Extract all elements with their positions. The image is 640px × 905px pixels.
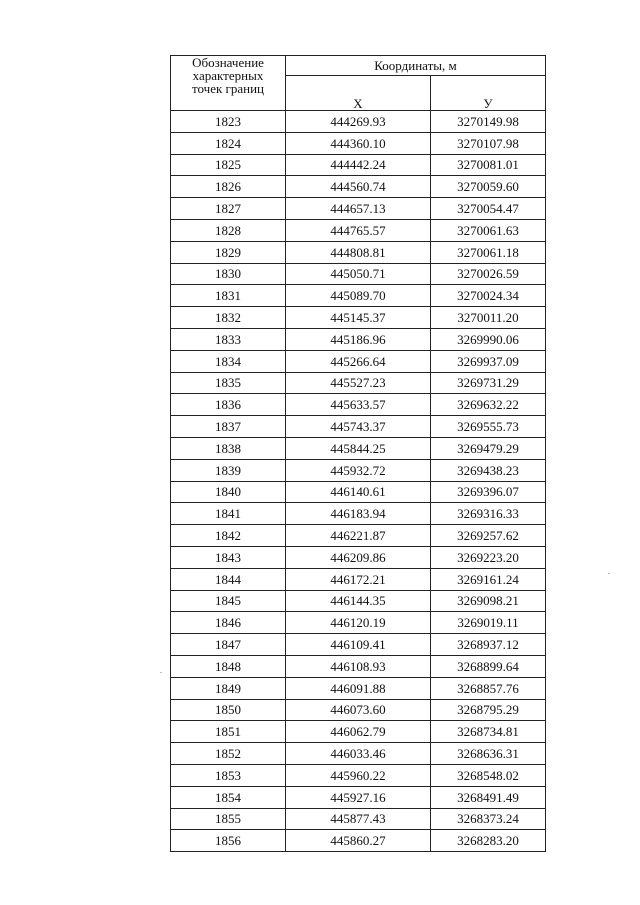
point-id-cell: 1855 bbox=[171, 808, 286, 830]
x-coordinate-cell: 446109.41 bbox=[286, 634, 431, 656]
coordinates-table bbox=[170, 55, 546, 852]
table-row bbox=[171, 263, 546, 285]
scan-speck bbox=[608, 573, 610, 574]
table-row bbox=[171, 503, 546, 525]
table-row bbox=[171, 721, 546, 743]
y-coordinate-cell: 3269223.20 bbox=[431, 546, 546, 568]
x-coordinate-cell: 445266.64 bbox=[286, 350, 431, 372]
x-coordinate-cell: 446033.46 bbox=[286, 743, 431, 765]
x-coordinate-cell: 445145.37 bbox=[286, 307, 431, 329]
x-coordinate-cell: 445743.37 bbox=[286, 416, 431, 438]
y-coordinate-cell: 3268857.76 bbox=[431, 677, 546, 699]
point-id-cell: 1843 bbox=[171, 546, 286, 568]
table-row bbox=[171, 677, 546, 699]
x-coordinate-cell: 445927.16 bbox=[286, 786, 431, 808]
table-row bbox=[171, 416, 546, 438]
y-coordinate-cell: 3269098.21 bbox=[431, 590, 546, 612]
point-id-cell: 1842 bbox=[171, 525, 286, 547]
point-id-cell: 1839 bbox=[171, 459, 286, 481]
point-id-cell: 1826 bbox=[171, 176, 286, 198]
point-id-cell: 1830 bbox=[171, 263, 286, 285]
point-id-cell: 1840 bbox=[171, 481, 286, 503]
y-coordinate-cell: 3270061.63 bbox=[431, 219, 546, 241]
x-coordinate-cell: 445932.72 bbox=[286, 459, 431, 481]
x-coordinate-cell: 446120.19 bbox=[286, 612, 431, 634]
point-id-cell: 1851 bbox=[171, 721, 286, 743]
table-row bbox=[171, 437, 546, 459]
y-coordinate-cell: 3269161.24 bbox=[431, 568, 546, 590]
point-id-cell: 1846 bbox=[171, 612, 286, 634]
y-coordinate-cell: 3269990.06 bbox=[431, 328, 546, 350]
point-id-cell: 1825 bbox=[171, 154, 286, 176]
table-row bbox=[171, 111, 546, 133]
point-id-cell: 1828 bbox=[171, 219, 286, 241]
y-coordinate-cell: 3270024.34 bbox=[431, 285, 546, 307]
x-coordinate-cell: 444442.24 bbox=[286, 154, 431, 176]
point-id-cell: 1848 bbox=[171, 655, 286, 677]
table-row bbox=[171, 481, 546, 503]
x-coordinate-cell: 446108.93 bbox=[286, 655, 431, 677]
x-coordinate-cell: 446062.79 bbox=[286, 721, 431, 743]
x-column-header: X bbox=[286, 76, 431, 111]
point-id-cell: 1836 bbox=[171, 394, 286, 416]
x-coordinate-cell: 446140.61 bbox=[286, 481, 431, 503]
point-id-cell: 1823 bbox=[171, 111, 286, 133]
y-coordinate-cell: 3270061.18 bbox=[431, 241, 546, 263]
point-id-cell: 1850 bbox=[171, 699, 286, 721]
point-label-header-line1: Обозначение bbox=[192, 55, 264, 70]
table-body bbox=[171, 111, 546, 852]
y-coordinate-cell: 3268899.64 bbox=[431, 655, 546, 677]
point-id-cell: 1847 bbox=[171, 634, 286, 656]
table-row bbox=[171, 372, 546, 394]
point-id-cell: 1844 bbox=[171, 568, 286, 590]
table-row bbox=[171, 612, 546, 634]
table-header bbox=[171, 56, 546, 111]
table-row bbox=[171, 568, 546, 590]
x-coordinate-cell: 445877.43 bbox=[286, 808, 431, 830]
table-row bbox=[171, 743, 546, 765]
table-row bbox=[171, 830, 546, 852]
table-row bbox=[171, 764, 546, 786]
point-id-cell: 1838 bbox=[171, 437, 286, 459]
point-id-cell: 1852 bbox=[171, 743, 286, 765]
x-coordinate-cell: 444560.74 bbox=[286, 176, 431, 198]
table-row bbox=[171, 328, 546, 350]
point-id-cell: 1856 bbox=[171, 830, 286, 852]
table-row bbox=[171, 808, 546, 830]
x-coordinate-cell: 445860.27 bbox=[286, 830, 431, 852]
table-row bbox=[171, 786, 546, 808]
y-coordinate-cell: 3269479.29 bbox=[431, 437, 546, 459]
y-coordinate-cell: 3269316.33 bbox=[431, 503, 546, 525]
table-row bbox=[171, 132, 546, 154]
y-coordinate-cell: 3268734.81 bbox=[431, 721, 546, 743]
x-coordinate-cell: 444269.93 bbox=[286, 111, 431, 133]
y-coordinate-cell: 3269396.07 bbox=[431, 481, 546, 503]
y-coordinate-cell: 3270054.47 bbox=[431, 198, 546, 220]
table-row bbox=[171, 350, 546, 372]
x-coordinate-cell: 445186.96 bbox=[286, 328, 431, 350]
x-coordinate-cell: 446183.94 bbox=[286, 503, 431, 525]
point-label-header-line2: характерных bbox=[192, 68, 264, 83]
point-id-cell: 1849 bbox=[171, 677, 286, 699]
y-coordinate-cell: 3269019.11 bbox=[431, 612, 546, 634]
scan-speck bbox=[160, 672, 162, 673]
table-row bbox=[171, 154, 546, 176]
point-label-header bbox=[171, 56, 286, 111]
table-row bbox=[171, 459, 546, 481]
point-label-header-line3: точек границ bbox=[191, 81, 265, 96]
y-coordinate-cell: 3270107.98 bbox=[431, 132, 546, 154]
x-coordinate-cell: 445844.25 bbox=[286, 437, 431, 459]
x-coordinate-cell: 444808.81 bbox=[286, 241, 431, 263]
point-id-cell: 1853 bbox=[171, 764, 286, 786]
point-id-cell: 1827 bbox=[171, 198, 286, 220]
table-row bbox=[171, 590, 546, 612]
y-coordinate-cell: 3268373.24 bbox=[431, 808, 546, 830]
y-coordinate-cell: 3270011.20 bbox=[431, 307, 546, 329]
table-row bbox=[171, 546, 546, 568]
table-row bbox=[171, 219, 546, 241]
y-coordinate-cell: 3270149.98 bbox=[431, 111, 546, 133]
y-coordinate-cell: 3270059.60 bbox=[431, 176, 546, 198]
y-coordinate-cell: 3269632.22 bbox=[431, 394, 546, 416]
y-coordinate-cell: 3269257.62 bbox=[431, 525, 546, 547]
point-id-cell: 1835 bbox=[171, 372, 286, 394]
point-id-cell: 1833 bbox=[171, 328, 286, 350]
table-row bbox=[171, 525, 546, 547]
point-id-cell: 1834 bbox=[171, 350, 286, 372]
coordinates-header: Координаты, м bbox=[286, 56, 546, 76]
point-id-cell: 1831 bbox=[171, 285, 286, 307]
x-coordinate-cell: 445050.71 bbox=[286, 263, 431, 285]
x-coordinate-cell: 446209.86 bbox=[286, 546, 431, 568]
table-row bbox=[171, 634, 546, 656]
point-id-cell: 1841 bbox=[171, 503, 286, 525]
x-coordinate-cell: 445527.23 bbox=[286, 372, 431, 394]
y-coordinate-cell: 3268636.31 bbox=[431, 743, 546, 765]
x-coordinate-cell: 446091.88 bbox=[286, 677, 431, 699]
y-coordinate-cell: 3268548.02 bbox=[431, 764, 546, 786]
point-id-cell: 1824 bbox=[171, 132, 286, 154]
x-coordinate-cell: 444657.13 bbox=[286, 198, 431, 220]
y-coordinate-cell: 3268491.49 bbox=[431, 786, 546, 808]
y-column-header: У bbox=[431, 76, 546, 111]
y-coordinate-cell: 3268283.20 bbox=[431, 830, 546, 852]
table-row bbox=[171, 241, 546, 263]
x-coordinate-cell: 445633.57 bbox=[286, 394, 431, 416]
y-coordinate-cell: 3270081.01 bbox=[431, 154, 546, 176]
point-id-cell: 1854 bbox=[171, 786, 286, 808]
y-coordinate-cell: 3269555.73 bbox=[431, 416, 546, 438]
table-row bbox=[171, 307, 546, 329]
x-coordinate-cell: 445960.22 bbox=[286, 764, 431, 786]
table-row bbox=[171, 655, 546, 677]
point-id-cell: 1845 bbox=[171, 590, 286, 612]
x-coordinate-cell: 444360.10 bbox=[286, 132, 431, 154]
table-row bbox=[171, 176, 546, 198]
table-row bbox=[171, 699, 546, 721]
table-row bbox=[171, 285, 546, 307]
y-coordinate-cell: 3268937.12 bbox=[431, 634, 546, 656]
y-coordinate-cell: 3270026.59 bbox=[431, 263, 546, 285]
x-coordinate-cell: 446221.87 bbox=[286, 525, 431, 547]
point-id-cell: 1837 bbox=[171, 416, 286, 438]
x-coordinate-cell: 446172.21 bbox=[286, 568, 431, 590]
y-coordinate-cell: 3269438.23 bbox=[431, 459, 546, 481]
table-row bbox=[171, 394, 546, 416]
x-coordinate-cell: 446144.35 bbox=[286, 590, 431, 612]
x-coordinate-cell: 445089.70 bbox=[286, 285, 431, 307]
point-id-cell: 1832 bbox=[171, 307, 286, 329]
point-id-cell: 1829 bbox=[171, 241, 286, 263]
y-coordinate-cell: 3269937.09 bbox=[431, 350, 546, 372]
x-coordinate-cell: 446073.60 bbox=[286, 699, 431, 721]
x-coordinate-cell: 444765.57 bbox=[286, 219, 431, 241]
table-row bbox=[171, 198, 546, 220]
y-coordinate-cell: 3269731.29 bbox=[431, 372, 546, 394]
y-coordinate-cell: 3268795.29 bbox=[431, 699, 546, 721]
